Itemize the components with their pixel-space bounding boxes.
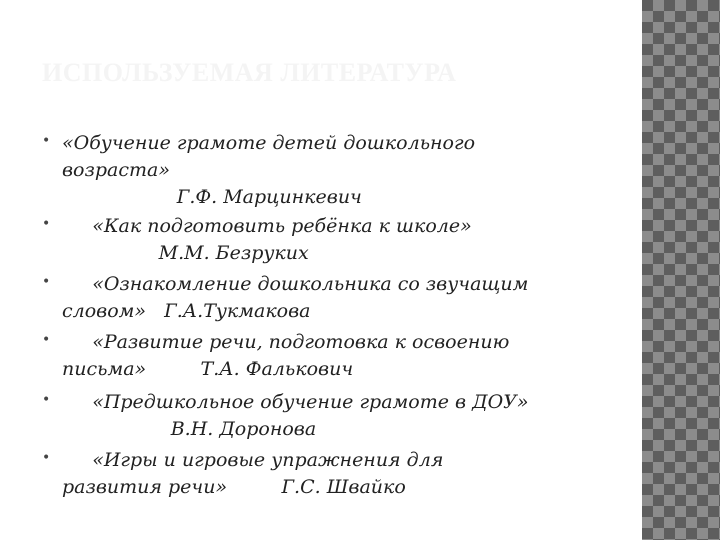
item-line: словом» Г.А.Тукмакова <box>62 300 311 322</box>
bullet-icon: • <box>42 450 51 466</box>
literature-list <box>42 130 622 501</box>
item-author: В.Н. Доронова <box>62 418 317 440</box>
bullet-icon: • <box>42 133 51 149</box>
item-line: развития речи» Г.С. Швайко <box>62 476 406 498</box>
bullet-icon: • <box>42 216 51 232</box>
list-item <box>42 213 622 267</box>
list-item <box>42 130 622 211</box>
list-item <box>42 329 622 383</box>
bullet-icon: • <box>42 274 51 290</box>
bullet-icon: • <box>42 392 51 408</box>
slide-title: ИСПОЛЬЗУЕМАЯ ЛИТЕРАТУРА <box>42 58 457 87</box>
item-line: «Игры и игровые упражнения для <box>62 449 444 471</box>
item-line: «Предшкольное обучение грамоте в ДОУ» <box>62 391 529 413</box>
list-item <box>42 271 622 325</box>
item-line: письма» Т.А. Фалькович <box>62 358 354 380</box>
item-line: «Обучение грамоте детей дошкольного <box>62 132 476 154</box>
list-item <box>42 447 622 501</box>
decorative-diamond-pattern <box>642 0 720 540</box>
item-author: М.М. Безруких <box>62 242 309 264</box>
item-line: возраста» <box>62 159 170 181</box>
item-line: «Ознакомление дошкольника со звучащим <box>62 273 529 295</box>
item-line: «Как подготовить ребёнка к школе» <box>62 215 472 237</box>
bullet-icon: • <box>42 332 51 348</box>
list-item <box>42 389 622 443</box>
item-line: «Развитие речи, подготовка к освоению <box>62 331 510 353</box>
item-author: Г.Ф. Марцинкевич <box>62 186 362 208</box>
